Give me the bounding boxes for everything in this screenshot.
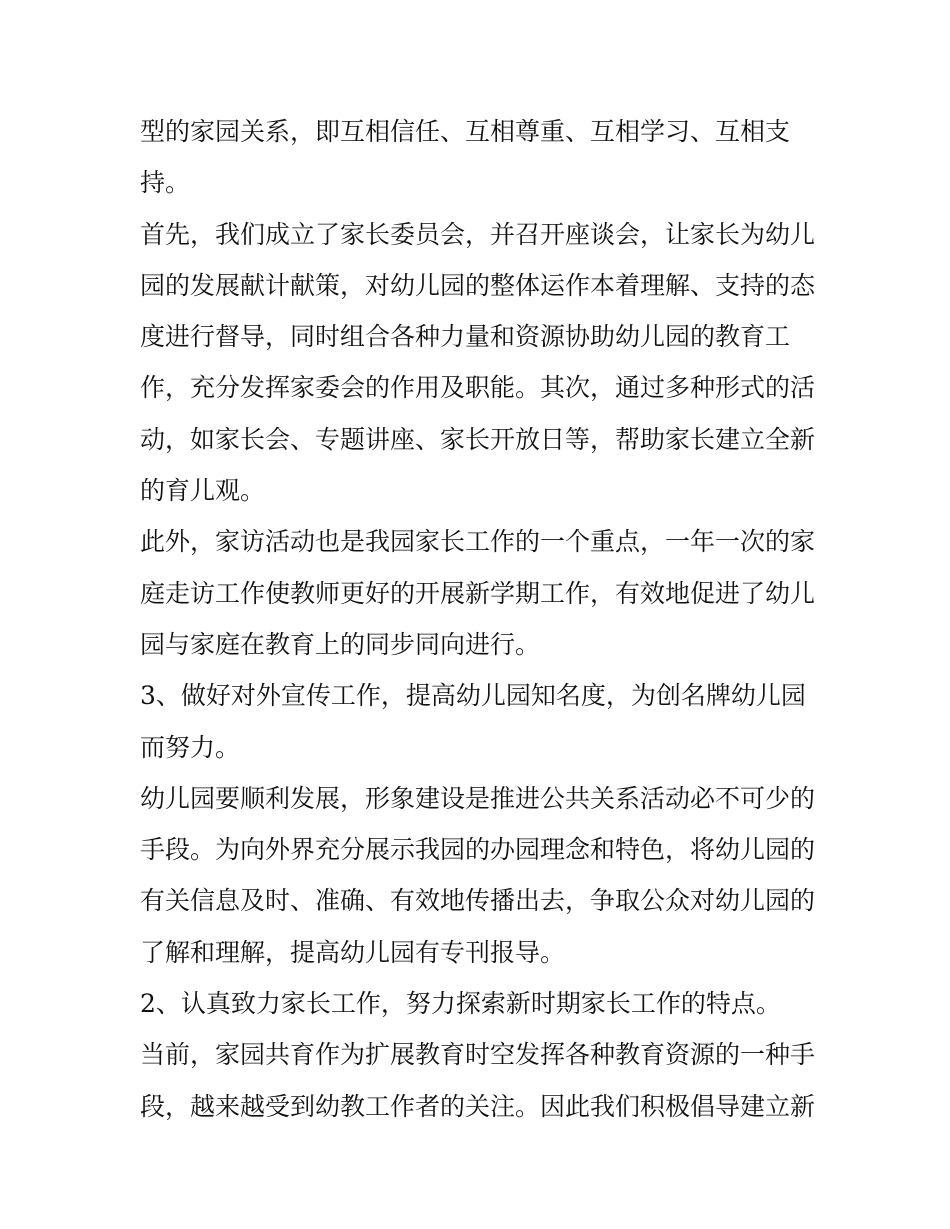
text-line: 而努力。 bbox=[140, 732, 241, 762]
section-heading-parent-work bbox=[140, 978, 820, 1029]
text-line: 持。 bbox=[140, 168, 191, 198]
text-line: 首先，我们成立了家长委员会，并召开座谈会，让家长为幼儿 bbox=[140, 219, 816, 249]
text-line: 园的发展献计献策，对幼儿园的整体运作本着理解、支持的态 bbox=[140, 270, 816, 300]
text-line: 度进行督导，同时组合各种力量和资源协助幼儿园的教育工 bbox=[140, 322, 791, 352]
text-line: 庭走访工作使教师更好的开展新学期工作，有效地促进了幼儿 bbox=[140, 578, 816, 608]
text-line: 型的家园关系，即互相信任、互相尊重、互相学习、互相支 bbox=[140, 117, 791, 146]
text-line: 园与家庭在教育上的同步同向进行。 bbox=[140, 629, 541, 659]
text-line: 动，如家长会、专题讲座、家长开放日等，帮助家长建立全新 bbox=[140, 424, 816, 454]
paragraph-parent-committee bbox=[140, 209, 820, 517]
text-line: 段，越来越受到幼教工作者的关注。因此我们积极倡导建立新 bbox=[140, 1091, 816, 1121]
text-line: 3、做好对外宣传工作，提高幼儿园知名度，为创名牌幼儿园 bbox=[140, 681, 806, 711]
text-line: 当前，家园共育作为扩展教育时空发挥各种教育资源的一种手 bbox=[140, 1040, 816, 1070]
text-line: 作，充分发挥家委会的作用及职能。其次，通过多种形式的活 bbox=[140, 373, 816, 403]
document-body bbox=[140, 106, 820, 1132]
paragraph-home-visits bbox=[140, 516, 820, 670]
text-line: 有关信息及时、准确、有效地传播出去，争取公众对幼儿园的 bbox=[140, 886, 816, 916]
text-line: 的育儿观。 bbox=[140, 476, 266, 506]
text-line: 此外，家访活动也是我园家长工作的一个重点，一年一次的家 bbox=[140, 527, 816, 557]
text-line: 了解和理解，提高幼儿园有专刊报导。 bbox=[140, 937, 566, 967]
section-heading-publicity bbox=[140, 670, 820, 773]
text-line: 幼儿园要顺利发展，形象建设是推进公共关系活动必不可少的 bbox=[140, 783, 816, 813]
paragraph-relationship-continuation bbox=[140, 106, 820, 209]
text-line: 手段。为向外界充分展示我园的办园理念和特色，将幼儿园的 bbox=[140, 835, 816, 865]
paragraph-image-building bbox=[140, 773, 820, 978]
text-line: 2、认真致力家长工作，努力探索新时期家长工作的特点。 bbox=[140, 989, 781, 1019]
paragraph-co-education bbox=[140, 1029, 820, 1132]
